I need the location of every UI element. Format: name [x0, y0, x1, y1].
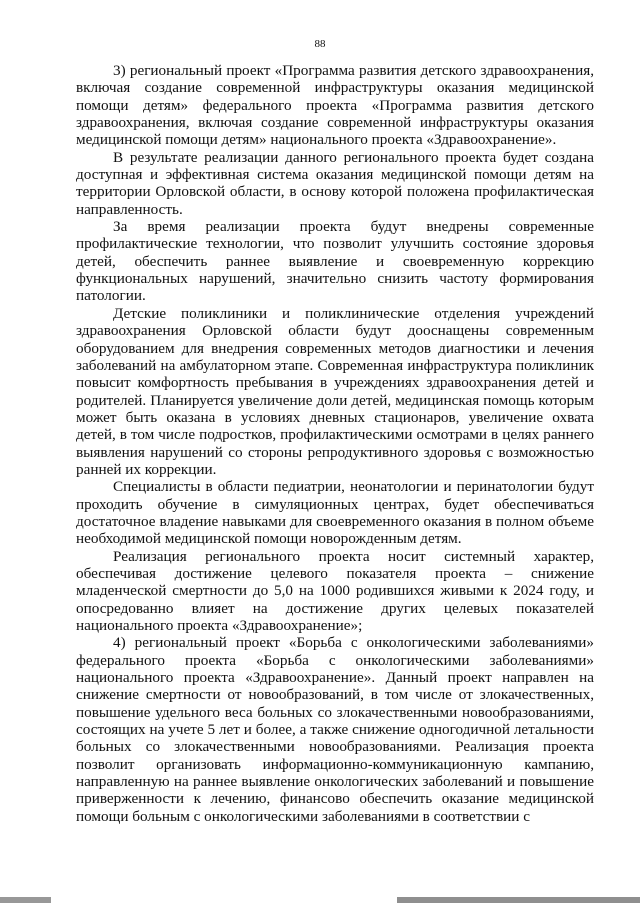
paragraph-project-implementation: Реализация регионального проекта носит системный характер, обеспечивая достижение целевого показателя проекта – снижение младенческой смертности до 5,0 на 1000 родившихся живыми к 2024 году, и опосредованно влияет на достижение других целевых показателей национального проекта «Здравоохранение»; — [76, 547, 594, 634]
paragraph-regional-project-4: 4) региональный проект «Борьба с онкологическими заболеваниями» федерального проекта «Борьба с онкологическими заболеваниями» национального проекта «Здравоохранение». Данный проект направлен на снижение смертности от новообразований, в том числе от злокачественных, повышение удельного веса больных со злокачественными новообразованиями, состоящих на учете 5 лет и более, а также снижение одногодичной летальности больных со злокачественными новообразованиями. Реализация проекта позволит организовать информационно-коммуникационную кампанию, направленную на раннее выявление онкологических заболеваний и повышение приверженности к лечению, финансово обеспечить оказание медицинской помощи больным с онкологическими заболеваниями в соответствии с — [76, 634, 594, 825]
paragraph-specialists-training: Специалисты в области педиатрии, неонатологии и перинатологии будут проходить обучение в симуляционных центрах, будет обеспечиваться достаточное владение навыками для своевременного оказания в полном объеме необходимой медицинской помощи новорожденным детям. — [76, 478, 594, 548]
paragraph-regional-project-3: 3) региональный проект «Программа развития детского здравоохранения, включая создание современной инфраструктуры оказания медицинской помощи детям» федерального проекта «Программа развития детского здравоохранения, включая создание современной инфраструктуры оказания медицинской помощи детям» национального проекта «Здравоохранение». — [76, 62, 594, 149]
paragraph-project-result: В результате реализации данного регионального проекта будет создана доступная и эффективная система оказания медицинской помощи детям на территории Орловской области, в основу которой положена профилактическая направленность. — [76, 148, 594, 218]
scan-edge-artifact — [0, 897, 640, 903]
paragraph-preventive-technologies: За время реализации проекта будут внедрены современные профилактические технологии, что позволит улучшить состояние здоровья детей, обеспечить раннее выявление и своевременную коррекцию функциональных нарушений, значительно снизить частоту формирования патологии. — [76, 218, 594, 305]
page-number: 88 — [314, 38, 326, 50]
document-body — [76, 62, 594, 825]
paragraph-polyclinics: Детские поликлиники и поликлинические отделения учреждений здравоохранения Орловской области будут дооснащены современным оборудованием для внедрения современных методов диагностики и лечения заболеваний на амбулаторном этапе. Современная инфраструктура поликлиник повысит комфортность пребывания в учреждениях здравоохранения детей и родителей. Планируется увеличение доли детей, медицинская помощь которым может быть оказана в условиях дневных стационаров, увеличение охвата детей, в том числе подростков, профилактическими осмотрами в целях раннего выявления нарушений со стороны репродуктивного здоровья с возможностью ранней их коррекции. — [76, 304, 594, 478]
